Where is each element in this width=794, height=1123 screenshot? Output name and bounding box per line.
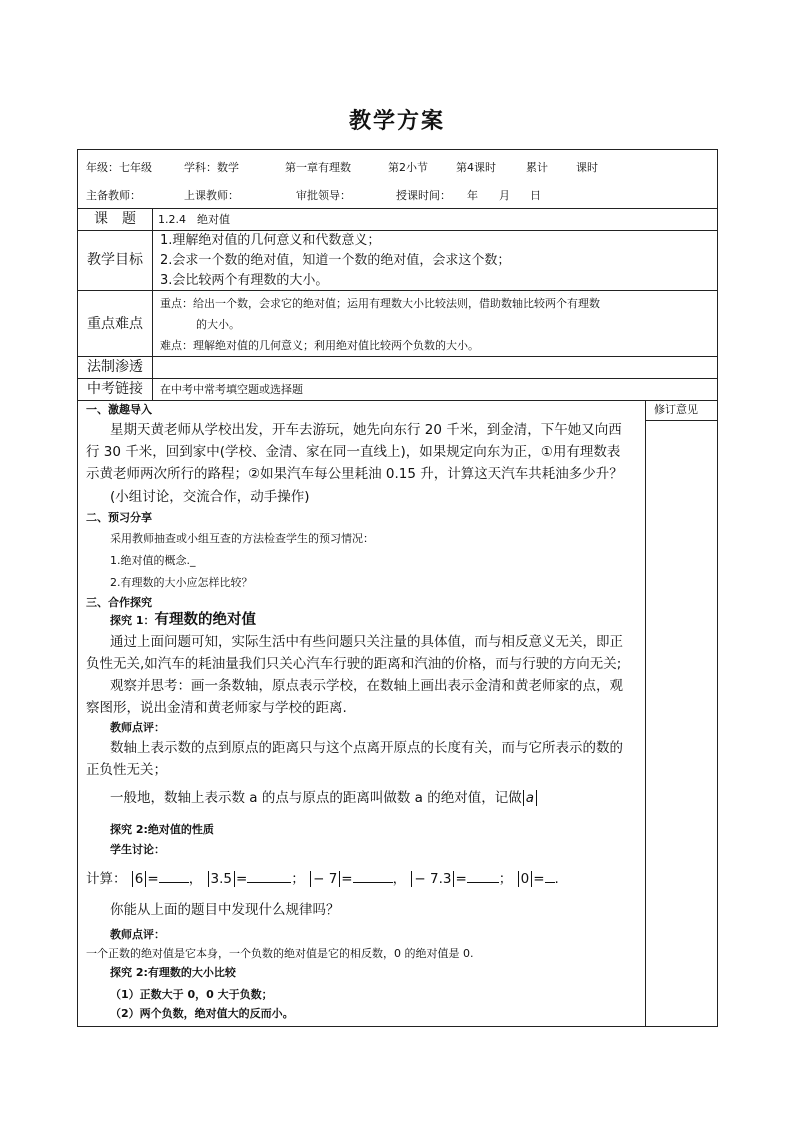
paragraph-line: 察图形，说出金清和黄老师家与学校的距离. [86,700,347,716]
teacher-comment-label: 教师点评： [110,928,165,941]
lead-teacher-text: 主备教师： [86,189,141,202]
equals-sign: = [147,871,159,887]
exam-label: 中考链接 [87,381,143,397]
answer-blank[interactable] [467,870,499,883]
goals-label: 教学目标 [87,252,143,268]
law-label: 法制渗透 [87,359,143,375]
row-divider [78,230,717,231]
key-label: 重点难点 [87,316,143,332]
chapter-text: 第一章有理数 [285,161,351,174]
abs-expression: 3.5 [208,871,235,887]
paragraph-line: 星期天黄老师从学校出发，开车去游玩，她先向东行 20 千米，到金清，下午她又向西 [110,422,622,438]
teach-time-text: 授课时间： [396,189,451,202]
calculation-line [86,870,559,888]
equals-sign: = [533,871,545,887]
definition-text: 一般地，数轴上表示数 a 的点与原点的距离叫做数 a 的绝对值，记做 [110,790,522,806]
student-discussion-label: 学生讨论： [110,843,165,856]
key-point-line: 的大小。 [196,318,240,331]
revision-divider [645,420,718,421]
paragraph-line: 1.绝对值的概念._ [110,554,196,567]
answer-blank[interactable] [353,870,393,883]
separator: ； [498,871,513,887]
section-title: 三、合作探究 [86,596,152,609]
day-text: 日 [530,189,541,202]
explore-3-heading: 探究 2:有理数的大小比较 [110,966,236,979]
answer-blank[interactable] [159,870,189,883]
separator: ， [392,871,407,887]
goal-item: 2.会求一个数的绝对值，知道一个数的绝对值，会求这个数； [160,253,511,268]
paragraph-line: 采用教师抽查或小组互查的方法检查学生的预习情况： [110,532,374,545]
paragraph-line: (小组讨论，交流合作，动手操作) [110,489,310,505]
paragraph-line: 2.有理数的大小应怎样比较？ [110,576,253,589]
paragraph-line: 示黄老师两次所行的路程；②如果汽车每公里耗油 0.15 升，计算这天汽车共耗油多少升？ [86,466,623,482]
page-title: 教学方案 [348,109,445,134]
rule-line: （1）正数大于 0，0 大于负数； [110,988,273,1001]
answer-blank[interactable] [247,870,291,883]
answer-blank[interactable] [545,870,555,883]
lesson-plan-table [77,149,718,1027]
year-text: 年 [467,189,478,202]
month-text: 月 [499,189,510,202]
row-divider [78,290,717,291]
equals-sign: = [235,871,248,887]
reviewer-text: 审批领导： [296,189,351,202]
row-divider [78,356,717,357]
separator: ； [291,871,305,887]
key-point-line: 重点：给出一个数，会求它的绝对值；运用有理数大小比较法则，借助数轴比较两个有理数 [160,297,600,310]
row-divider [78,208,717,209]
abs-expression: − 7.3 [411,871,454,887]
period: . [554,871,559,887]
explore-1-prefix: 探究 1： [110,614,155,627]
subject-text: 学科：数学 [184,161,239,174]
topic-value: 1.2.4 绝对值 [158,213,230,226]
explore-1-heading [110,611,256,630]
lesson-text: 第4课时 [456,161,496,174]
exam-value: 在中考中常考填空题或选择题 [160,383,303,396]
rule-line: （2）两个负数，绝对值大的反而小。 [110,1007,294,1020]
separator: ， [188,871,203,887]
goal-item: 3.会比较两个有理数的大小。 [160,273,329,288]
section-title: 二、预习分享 [86,511,152,524]
class-teacher-text: 上课教师： [184,189,239,202]
equals-sign: = [341,871,353,887]
calc-label: 计算： [86,871,127,887]
question-line: 你能从上面的题目中发现什么规律吗？ [110,902,340,918]
lesson-unit-text: 课时 [576,161,598,174]
paragraph-line: 观察并思考：画一条数轴，原点表示学校，在数轴上画出表示金清和黄老师家的点，观 [110,678,623,694]
paragraph-line: 正负性无关； [86,762,167,778]
grade-text: 年级：七年级 [86,161,152,174]
definition-line [110,789,538,807]
paragraph-line: 一个正数的绝对值是它本身，一个负数的绝对值是它的相反数，0 的绝对值是 0. [86,947,474,960]
explore-1-title: 有理数的绝对值 [154,612,256,628]
section-text: 第2小节 [388,161,428,174]
teacher-comment-label: 教师点评： [110,721,165,734]
paragraph-line: 数轴上表示数的点到原点的距离只与这个点离开原点的长度有关，而与它所表示的数的 [110,740,623,756]
revision-label: 修订意见 [654,403,698,416]
equals-sign: = [455,871,467,887]
label-column-divider [152,208,153,400]
row-divider [78,378,717,379]
paragraph-line: 行 30 千米，回到家中(学校、金清、家在同一直线上)，如果规定向东为正，①用有理数表 [86,444,621,460]
paragraph-line: 通过上面问题可知，实际生活中有些问题只关注量的具体值，而与相反意义无关，即正 [110,634,623,650]
paragraph-line: 负性无关,如汽车的耗油量我们只关心汽车行驶的距离和汽油的价格，而与行驶的方向无关; [86,656,622,672]
difficulty-line: 难点：理解绝对值的几何意义；利用绝对值比较两个负数的大小。 [160,339,479,352]
abs-notation: a [523,790,537,806]
abs-expression: 6 [132,871,147,887]
topic-label: 课 题 [94,211,136,227]
goal-item: 1.理解绝对值的几何意义和代数意义； [160,233,381,248]
revision-column-divider [645,400,646,1027]
cumulative-text: 累计 [526,161,548,174]
abs-expression: 0 [518,871,533,887]
explore-2-heading: 探究 2:绝对值的性质 [110,823,214,836]
section-title: 一、激趣导入 [86,403,152,416]
abs-expression: − 7 [310,871,340,887]
row-divider [78,400,717,401]
